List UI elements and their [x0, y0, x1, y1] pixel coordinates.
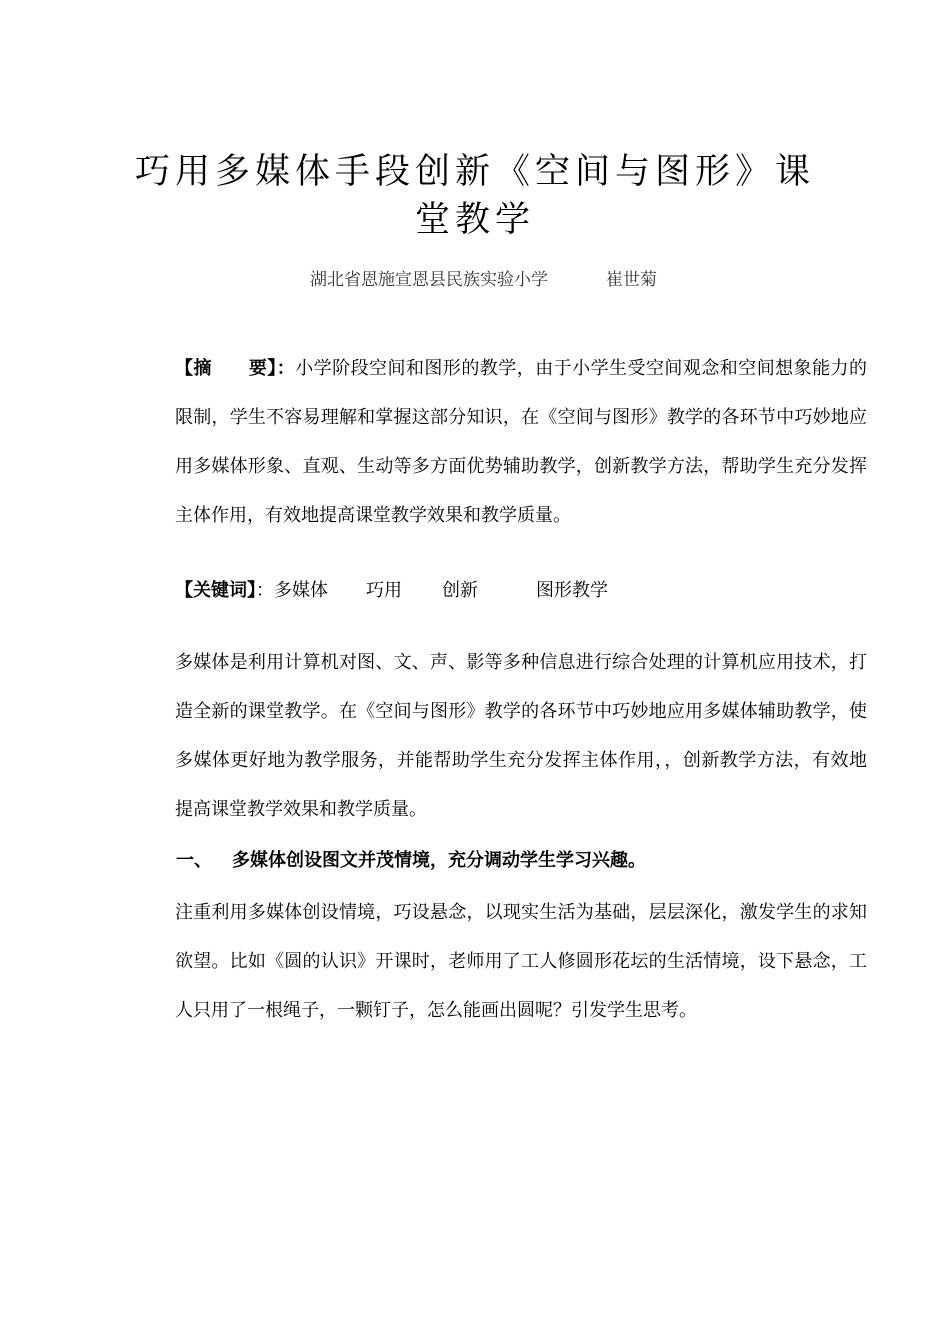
keywords-line — [137, 566, 867, 615]
author-affiliation: 湖北省恩施宣恩县民族实验小学 — [310, 270, 548, 290]
keyword-item: 图形教学 — [536, 580, 608, 601]
section-number: 一、 — [176, 850, 212, 871]
section-title: 多媒体创设图文并茂情境，充分调动学生学习兴趣。 — [232, 850, 646, 871]
abstract-paragraph — [137, 344, 867, 540]
document-title: 巧用多媒体手段创新《空间与图形》课堂教学 — [134, 152, 815, 240]
author-name: 崔世菊 — [606, 270, 657, 290]
keyword-item: 巧用 — [366, 580, 402, 601]
keywords-label: 【关键词】 — [175, 580, 256, 601]
keyword-item: 多媒体 — [274, 580, 328, 601]
keywords-separator: ： — [256, 580, 274, 601]
section-paragraph: 注重利用多媒体创设情境，巧设悬念，以现实生活为基础，层层深化，激发学生的求知欲望。比如《圆的认识》开课时，老师用了工人修圆形花坛的生活情境，设下悬念，工人只用了一根绳子，一颗钉子，怎么能画出圆呢？引发学生思考。 — [175, 902, 867, 1021]
section-heading — [176, 845, 646, 877]
abstract-text: 小学阶段空间和图形的教学，由于小学生受空间观念和空间想象能力的限制，学生不容易理解和掌握这部分知识，在《空间与图形》教学的各环节中巧妙地应用多媒体形象、直观、生动等多方面优势辅助教学，创新教学方法，帮助学生充分发挥主体作用，有效地提高课堂教学效果和教学质量。 — [175, 358, 867, 526]
abstract-label: 【摘 要】： — [175, 358, 296, 379]
intro-paragraph: 多媒体是利用计算机对图、文、声、影等多种信息进行综合处理的计算机应用技术，打造全新的课堂教学。在《空间与图形》教学的各环节中巧妙地应用多媒体辅助教学，使多媒体更好地为教学服务，并能帮助学生充分发挥主体作用，，创新教学方法，有效地提高课堂教学效果和教学质量。 — [175, 652, 867, 820]
byline — [310, 267, 657, 293]
keyword-item: 创新 — [442, 580, 478, 601]
